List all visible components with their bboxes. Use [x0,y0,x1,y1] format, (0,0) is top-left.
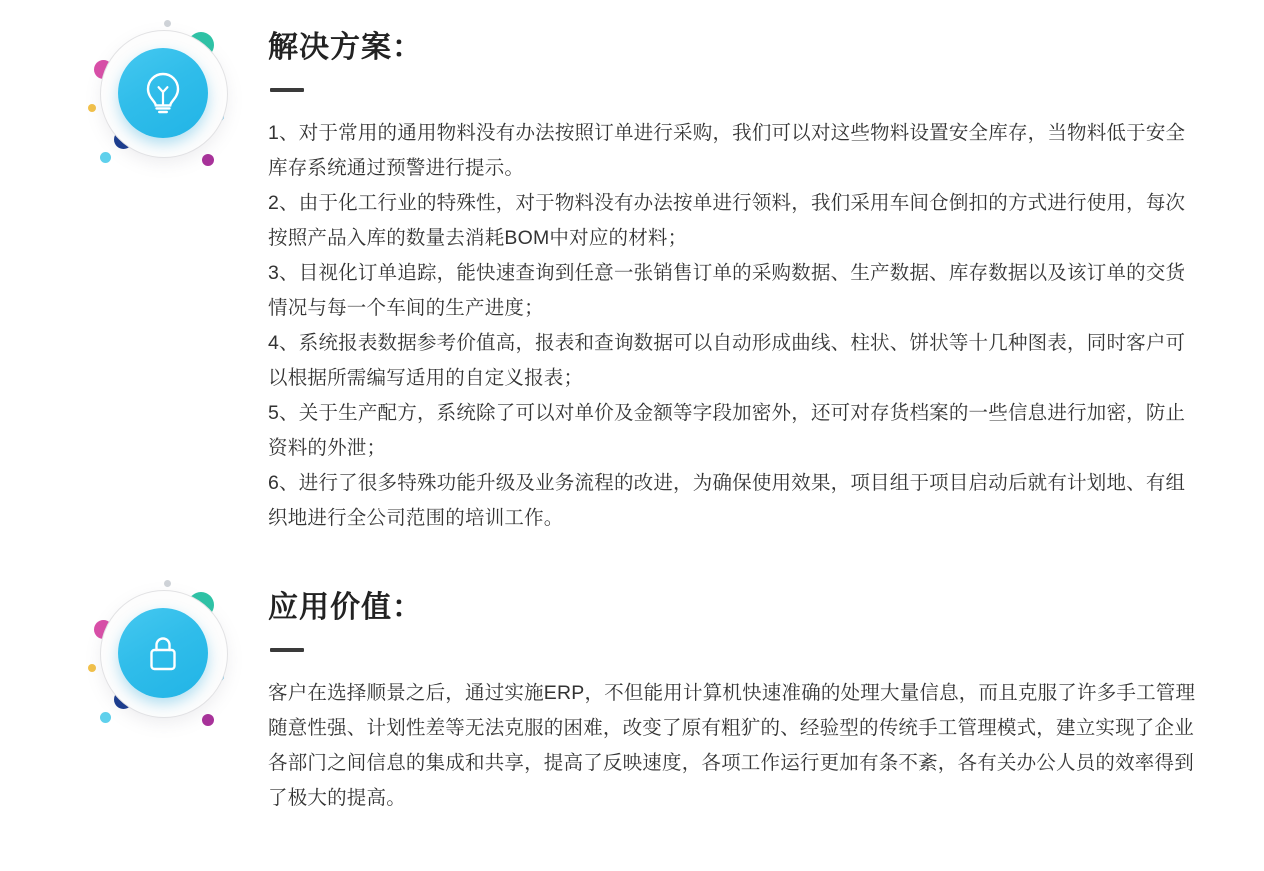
solution-content [268,30,1198,536]
decorative-dot-cyan [100,712,111,723]
decorative-dot-purple [202,154,214,166]
value-icon-badge [78,578,238,738]
solution-paragraph: 4、系统报表数据参考价值高，报表和查询数据可以自动形成曲线、柱状、饼状等十几种图表，同时客户可以根据所需编写适用的自定义报表； [268,332,1186,389]
solution-paragraph: 5、关于生产配方，系统除了可以对单价及金额等字段加密外，还可对存货档案的一些信息进行加密，防止资料的外泄； [268,402,1186,459]
solution-paragraph: 1、对于常用的通用物料没有办法按照订单进行采购，我们可以对这些物料设置安全库存，当物料低于安全库存系统通过预警进行提示。 [268,122,1186,179]
solution-paragraph: 3、目视化订单追踪，能快速查询到任意一张销售订单的采购数据、生产数据、库存数据以及该订单的交货情况与每一个车间的生产进度； [268,262,1186,319]
decorative-dot-purple [202,714,214,726]
decorative-dot-amber [88,104,96,112]
value-heading-rule [270,648,304,652]
value-content [268,590,1198,816]
value-paragraph: 客户在选择顺景之后，通过实施ERP，不但能用计算机快速准确的处理大量信息，而且克服了许多手工管理随意性强、计划性差等无法克服的困难，改变了原有粗犷的、经验型的传统手工管理模式，建立实现了企业各部门之间信息的集成和共享，提高了反映速度，各项工作运行更加有条不紊，各有关办公人员的效率得到了极大的提高。 [268,682,1196,809]
lightbulb-icon [143,70,183,116]
solution-icon-badge [78,18,238,178]
solution-heading-rule [270,88,304,92]
solution-paragraph: 6、进行了很多特殊功能升级及业务流程的改进，为确保使用效果，项目组于项目启动后就有计划地、有组织地进行全公司范围的培训工作。 [268,472,1186,529]
badge-disc [118,48,208,138]
solution-paragraph: 2、由于化工行业的特殊性，对于物料没有办法按单进行领料，我们采用车间仓倒扣的方式进行使用，每次按照产品入库的数量去消耗BOM中对应的材料； [268,192,1186,249]
badge-disc [118,608,208,698]
value-body [268,676,1198,816]
solution-heading: 解决方案： [268,31,423,64]
solution-body [268,116,1198,536]
decorative-dot-amber [88,664,96,672]
lock-icon [143,631,183,675]
decorative-dot-gray [164,580,171,587]
value-heading: 应用价值： [268,591,423,624]
decorative-dot-gray [164,20,171,27]
decorative-dot-cyan [100,152,111,163]
